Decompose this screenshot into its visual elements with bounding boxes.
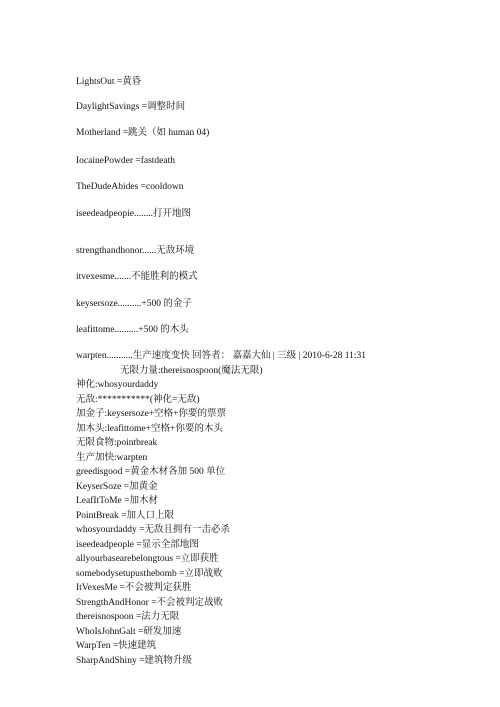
cheat-line: LeafItToMe =加木材 [76, 496, 158, 506]
cheat-line: 加木头:leafittome+空格+你要的木头 [76, 424, 223, 434]
cheat-line: leafittome..........+500 的木头 [76, 325, 189, 335]
cheat-line: StrengthAndHonor =不会被判定战败 [76, 598, 224, 608]
cheat-line: itvexesme.......不能胜利的模式 [76, 272, 198, 282]
cheat-line: TheDudeAbides =cooldown [76, 182, 184, 192]
cheat-line: KeyserSoze =加黄金 [76, 482, 158, 492]
cheat-line: WarpTen =快速建筑 [76, 641, 157, 651]
cheat-line: allyourbasearebelongtous =立即获胜 [76, 554, 219, 564]
cheat-line: 生产加快:warpten [76, 453, 148, 463]
cheat-line: 加金子:keysersoze+空格+你要的票票 [76, 409, 227, 419]
cheat-line: whosyourdaddy =无敌且拥有一击必杀 [76, 525, 230, 535]
cheat-line: ItVexesMe =不会被判定获胜 [76, 583, 192, 593]
cheat-line: iseedeadpeopie........打开地图 [76, 209, 192, 219]
cheat-line: LightsOut =黄昏 [76, 77, 142, 87]
cheat-line: Motherland =跳关（如 human 04) [76, 128, 210, 138]
cheat-line: 无限食物:pointbreak [76, 438, 158, 448]
cheat-line: keysersoze..........+500 的金子 [76, 299, 192, 309]
cheat-line: iseedeadpeople =显示全部地图 [76, 540, 199, 550]
answer-meta-line: warpten...........生产速度变快 回答者： 嘉嘉大仙 | 三级 | 2010-6-28 11:31 [76, 351, 367, 361]
cheat-line: PointBreak =加人口上限 [76, 511, 174, 521]
cheat-line: thereisnospoon =法力无限 [76, 612, 180, 622]
cheat-line: IocainePowder =fastdeath [76, 156, 175, 166]
cheat-line: greedisgood =黄金木材各加 500 单位 [76, 467, 226, 477]
cheat-line: strengthandhonor......无敌环境 [76, 246, 195, 256]
cheat-line: 无限力量:thereisnospoon(魔法无限) [120, 366, 263, 376]
cheat-line: 无敌:***********(神化=无敌) [76, 395, 200, 405]
cheat-line: WhoIsJohnGalt =研发加速 [76, 627, 182, 637]
cheat-line: DaylightSavings =调整时间 [76, 102, 186, 112]
cheat-line: SharpAndShiny =建筑物升级 [76, 656, 192, 666]
cheat-line: 神化:whosyourdaddy [76, 380, 159, 390]
cheat-line: somebodysetupusthebomb =立即战败 [76, 569, 223, 579]
